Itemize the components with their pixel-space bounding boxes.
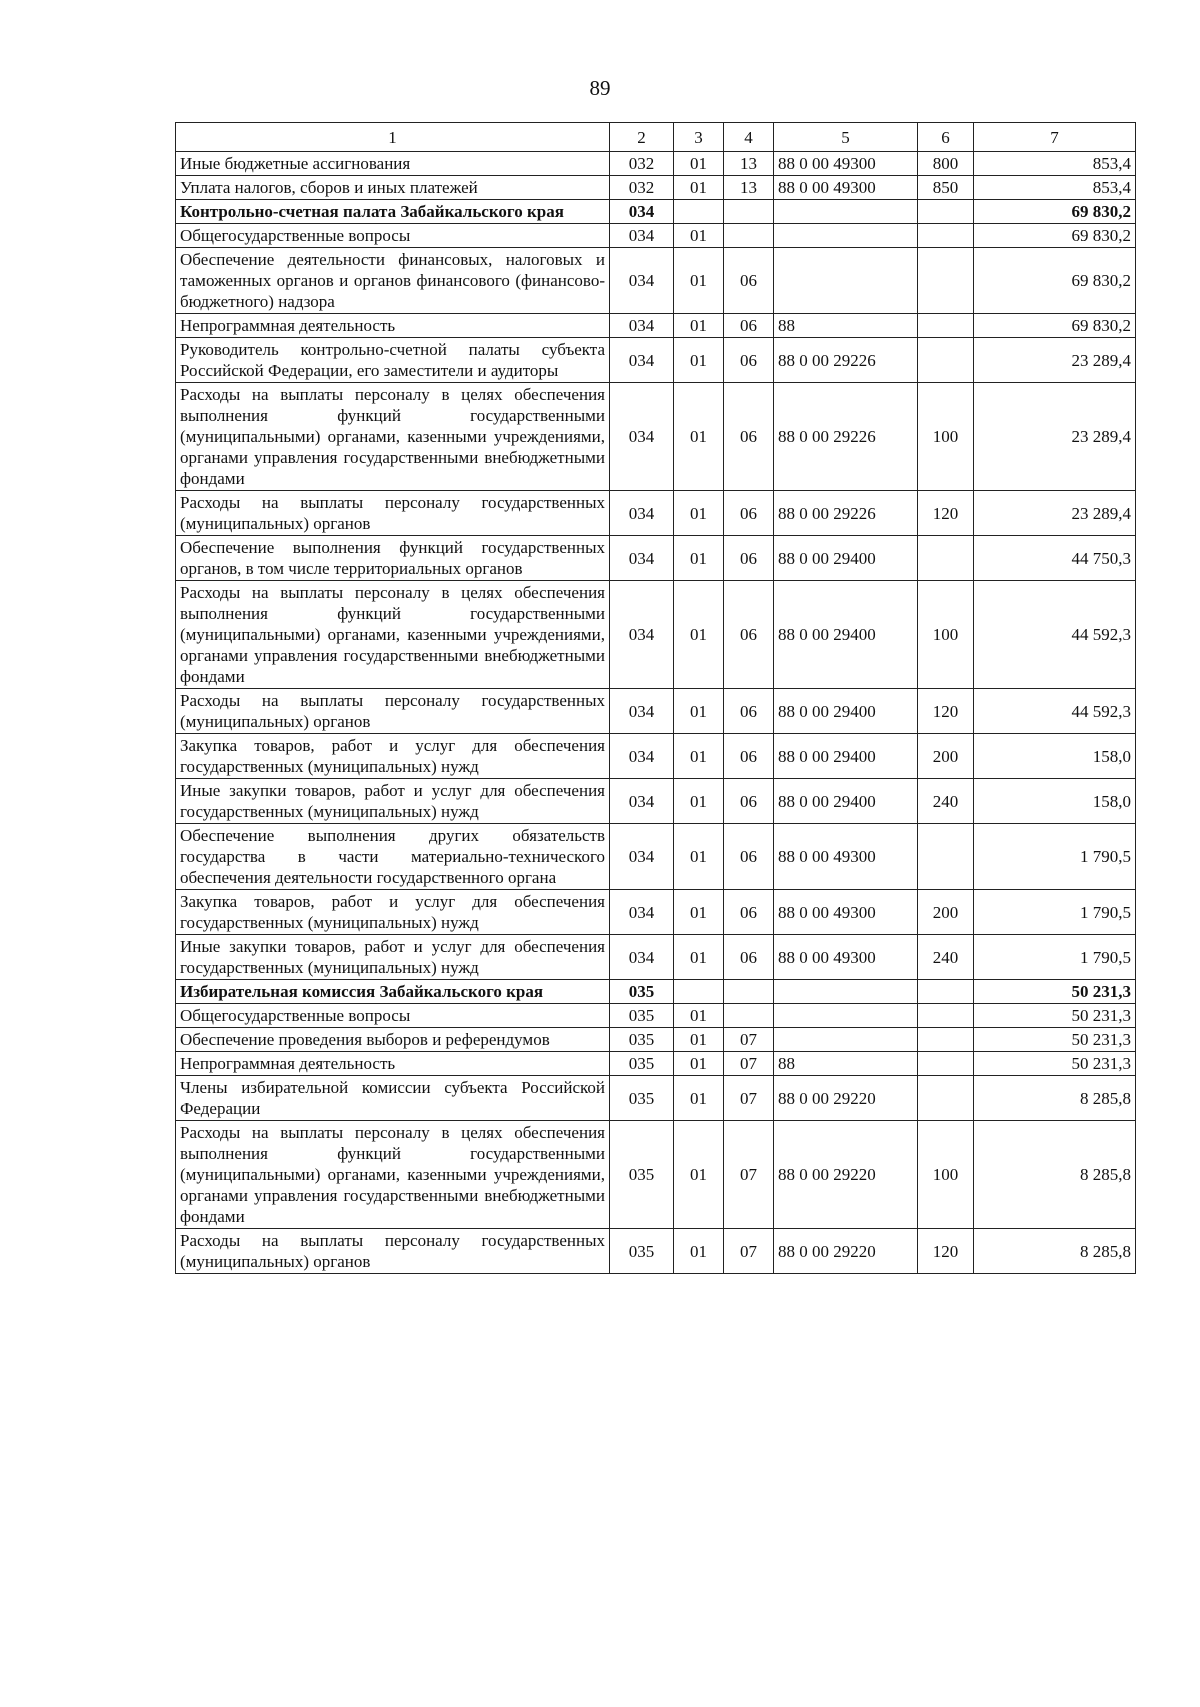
row-target-article-cell: 88 0 00 29220 (774, 1121, 918, 1229)
row-subsection-cell: 06 (724, 935, 774, 980)
row-ministry-code-cell: 034 (610, 383, 674, 491)
row-section-cell: 01 (674, 176, 724, 200)
row-target-article-cell: 88 0 00 29220 (774, 1076, 918, 1121)
row-subsection-cell: 06 (724, 890, 774, 935)
header-col-5: 5 (774, 123, 918, 152)
row-amount-cell: 50 231,3 (974, 980, 1136, 1004)
table-row (176, 338, 1136, 383)
row-amount-cell: 44 592,3 (974, 689, 1136, 734)
row-name-cell: Расходы на выплаты персоналу в целях обеспечения выполнения функций государственными (муниципальными) органами, казенными учреждениями, органами управления государственными внебюджетными фондами (176, 581, 610, 689)
table-row (176, 200, 1136, 224)
table-row (176, 383, 1136, 491)
page-number: 89 (589, 76, 611, 100)
row-amount-cell: 158,0 (974, 734, 1136, 779)
header-col-2: 2 (610, 123, 674, 152)
budget-table (175, 122, 1136, 1274)
row-section-cell: 01 (674, 824, 724, 890)
row-section-cell: 01 (674, 734, 724, 779)
row-section-cell: 01 (674, 383, 724, 491)
row-ministry-code-cell: 035 (610, 1076, 674, 1121)
row-name-cell: Уплата налогов, сборов и иных платежей (176, 176, 610, 200)
row-name-cell: Руководитель контрольно-счетной палаты субъекта Российской Федерации, его заместители и аудиторы (176, 338, 610, 383)
row-subsection-cell: 06 (724, 338, 774, 383)
row-expense-type-cell (918, 1004, 974, 1028)
row-ministry-code-cell: 034 (610, 581, 674, 689)
row-target-article-cell (774, 200, 918, 224)
row-amount-cell: 50 231,3 (974, 1052, 1136, 1076)
row-section-cell (674, 200, 724, 224)
row-section-cell: 01 (674, 491, 724, 536)
row-amount-cell: 8 285,8 (974, 1229, 1136, 1274)
table-row (176, 779, 1136, 824)
row-expense-type-cell: 800 (918, 152, 974, 176)
row-amount-cell: 23 289,4 (974, 338, 1136, 383)
row-amount-cell: 69 830,2 (974, 224, 1136, 248)
row-subsection-cell: 07 (724, 1052, 774, 1076)
row-ministry-code-cell: 034 (610, 824, 674, 890)
row-target-article-cell: 88 0 00 29400 (774, 581, 918, 689)
row-amount-cell: 158,0 (974, 779, 1136, 824)
row-expense-type-cell: 120 (918, 689, 974, 734)
table-row (176, 1028, 1136, 1052)
row-subsection-cell: 06 (724, 383, 774, 491)
row-subsection-cell: 06 (724, 536, 774, 581)
row-subsection-cell: 07 (724, 1121, 774, 1229)
row-expense-type-cell: 200 (918, 734, 974, 779)
row-name-cell: Обеспечение выполнения функций государственных органов, в том числе территориальных органов (176, 536, 610, 581)
row-target-article-cell: 88 (774, 314, 918, 338)
row-expense-type-cell: 100 (918, 1121, 974, 1229)
row-expense-type-cell: 240 (918, 935, 974, 980)
row-ministry-code-cell: 034 (610, 224, 674, 248)
table-row (176, 1004, 1136, 1028)
row-target-article-cell (774, 1028, 918, 1052)
row-expense-type-cell: 100 (918, 581, 974, 689)
row-target-article-cell: 88 0 00 29400 (774, 734, 918, 779)
row-subsection-cell: 07 (724, 1028, 774, 1052)
row-expense-type-cell (918, 338, 974, 383)
row-expense-type-cell (918, 1076, 974, 1121)
row-subsection-cell: 06 (724, 779, 774, 824)
row-expense-type-cell: 120 (918, 1229, 974, 1274)
row-ministry-code-cell: 032 (610, 176, 674, 200)
row-target-article-cell: 88 0 00 29400 (774, 536, 918, 581)
table-row (176, 980, 1136, 1004)
row-section-cell: 01 (674, 1229, 724, 1274)
table-row (176, 536, 1136, 581)
table-row (176, 224, 1136, 248)
row-ministry-code-cell: 034 (610, 935, 674, 980)
row-section-cell: 01 (674, 338, 724, 383)
row-name-cell: Иные закупки товаров, работ и услуг для обеспечения государственных (муниципальных) нужд (176, 935, 610, 980)
row-target-article-cell: 88 0 00 29400 (774, 779, 918, 824)
row-name-cell: Общегосударственные вопросы (176, 1004, 610, 1028)
row-name-cell: Иные закупки товаров, работ и услуг для обеспечения государственных (муниципальных) нужд (176, 779, 610, 824)
row-subsection-cell (724, 224, 774, 248)
row-name-cell: Общегосударственные вопросы (176, 224, 610, 248)
row-ministry-code-cell: 035 (610, 1052, 674, 1076)
row-target-article-cell (774, 224, 918, 248)
row-target-article-cell: 88 0 00 29220 (774, 1229, 918, 1274)
header-col-7: 7 (974, 123, 1136, 152)
row-section-cell: 01 (674, 536, 724, 581)
row-amount-cell: 69 830,2 (974, 314, 1136, 338)
row-name-cell: Избирательная комиссия Забайкальского края (176, 980, 610, 1004)
row-subsection-cell (724, 200, 774, 224)
row-amount-cell: 23 289,4 (974, 383, 1136, 491)
table-row (176, 935, 1136, 980)
row-target-article-cell: 88 0 00 29226 (774, 383, 918, 491)
row-section-cell: 01 (674, 1076, 724, 1121)
row-name-cell: Расходы на выплаты персоналу государственных (муниципальных) органов (176, 689, 610, 734)
row-expense-type-cell: 120 (918, 491, 974, 536)
row-name-cell: Расходы на выплаты персоналу государственных (муниципальных) органов (176, 1229, 610, 1274)
row-target-article-cell (774, 248, 918, 314)
row-subsection-cell: 06 (724, 824, 774, 890)
row-ministry-code-cell: 035 (610, 1004, 674, 1028)
table-row (176, 1229, 1136, 1274)
row-name-cell: Контрольно-счетная палата Забайкальского края (176, 200, 610, 224)
row-amount-cell: 8 285,8 (974, 1121, 1136, 1229)
row-ministry-code-cell: 034 (610, 689, 674, 734)
row-target-article-cell: 88 0 00 49300 (774, 152, 918, 176)
row-section-cell: 01 (674, 935, 724, 980)
row-ministry-code-cell: 034 (610, 536, 674, 581)
row-ministry-code-cell: 034 (610, 314, 674, 338)
row-amount-cell: 23 289,4 (974, 491, 1136, 536)
header-col-3: 3 (674, 123, 724, 152)
row-subsection-cell: 07 (724, 1229, 774, 1274)
row-section-cell: 01 (674, 581, 724, 689)
row-section-cell: 01 (674, 224, 724, 248)
row-target-article-cell: 88 (774, 1052, 918, 1076)
table-row (176, 314, 1136, 338)
row-target-article-cell (774, 980, 918, 1004)
row-subsection-cell: 06 (724, 581, 774, 689)
row-expense-type-cell (918, 980, 974, 1004)
row-amount-cell: 1 790,5 (974, 824, 1136, 890)
header-col-4: 4 (724, 123, 774, 152)
row-name-cell: Расходы на выплаты персоналу государственных (муниципальных) органов (176, 491, 610, 536)
row-amount-cell: 8 285,8 (974, 1076, 1136, 1121)
row-expense-type-cell (918, 536, 974, 581)
row-amount-cell: 50 231,3 (974, 1004, 1136, 1028)
row-section-cell: 01 (674, 314, 724, 338)
row-name-cell: Закупка товаров, работ и услуг для обеспечения государственных (муниципальных) нужд (176, 734, 610, 779)
table-row (176, 491, 1136, 536)
header-col-6: 6 (918, 123, 974, 152)
row-name-cell: Расходы на выплаты персоналу в целях обеспечения выполнения функций государственными (муниципальными) органами, казенными учреждениями, органами управления государственными внебюджетными фондами (176, 1121, 610, 1229)
table-row (176, 152, 1136, 176)
row-expense-type-cell: 100 (918, 383, 974, 491)
table-header-row (176, 123, 1136, 152)
row-section-cell: 01 (674, 248, 724, 314)
row-subsection-cell: 13 (724, 152, 774, 176)
row-amount-cell: 69 830,2 (974, 200, 1136, 224)
row-section-cell: 01 (674, 152, 724, 176)
table-row (176, 581, 1136, 689)
table-row (176, 1076, 1136, 1121)
row-target-article-cell: 88 0 00 29226 (774, 491, 918, 536)
row-target-article-cell (774, 1004, 918, 1028)
row-target-article-cell: 88 0 00 49300 (774, 176, 918, 200)
row-target-article-cell: 88 0 00 49300 (774, 824, 918, 890)
row-subsection-cell: 06 (724, 248, 774, 314)
row-name-cell: Обеспечение проведения выборов и референдумов (176, 1028, 610, 1052)
row-subsection-cell: 07 (724, 1076, 774, 1121)
row-subsection-cell: 06 (724, 734, 774, 779)
row-subsection-cell: 06 (724, 491, 774, 536)
row-ministry-code-cell: 034 (610, 248, 674, 314)
row-ministry-code-cell: 034 (610, 338, 674, 383)
table-row (176, 176, 1136, 200)
row-amount-cell: 69 830,2 (974, 248, 1136, 314)
row-amount-cell: 853,4 (974, 176, 1136, 200)
row-name-cell: Расходы на выплаты персоналу в целях обеспечения выполнения функций государственными (муниципальными) органами, казенными учреждениями, органами управления государственными внебюджетными фондами (176, 383, 610, 491)
row-name-cell: Закупка товаров, работ и услуг для обеспечения государственных (муниципальных) нужд (176, 890, 610, 935)
row-name-cell: Обеспечение выполнения других обязательств государства в части материально-технического обеспечения деятельности государственного органа (176, 824, 610, 890)
row-expense-type-cell (918, 248, 974, 314)
row-amount-cell: 44 750,3 (974, 536, 1136, 581)
row-expense-type-cell: 850 (918, 176, 974, 200)
row-name-cell: Обеспечение деятельности финансовых, налоговых и таможенных органов и органов финансового (финансово-бюджетного) надзора (176, 248, 610, 314)
row-section-cell: 01 (674, 1052, 724, 1076)
row-name-cell: Непрограммная деятельность (176, 1052, 610, 1076)
table-row (176, 1052, 1136, 1076)
row-target-article-cell: 88 0 00 29400 (774, 689, 918, 734)
table-row (176, 248, 1136, 314)
row-amount-cell: 50 231,3 (974, 1028, 1136, 1052)
row-expense-type-cell (918, 1052, 974, 1076)
row-target-article-cell: 88 0 00 29226 (774, 338, 918, 383)
row-ministry-code-cell: 034 (610, 779, 674, 824)
row-expense-type-cell (918, 824, 974, 890)
row-subsection-cell: 13 (724, 176, 774, 200)
row-subsection-cell: 06 (724, 689, 774, 734)
table-row (176, 689, 1136, 734)
row-ministry-code-cell: 032 (610, 152, 674, 176)
row-expense-type-cell: 200 (918, 890, 974, 935)
row-subsection-cell: 06 (724, 314, 774, 338)
row-section-cell (674, 980, 724, 1004)
row-section-cell: 01 (674, 689, 724, 734)
row-ministry-code-cell: 034 (610, 200, 674, 224)
row-ministry-code-cell: 035 (610, 1028, 674, 1052)
table-row (176, 890, 1136, 935)
row-ministry-code-cell: 034 (610, 734, 674, 779)
row-ministry-code-cell: 035 (610, 980, 674, 1004)
row-section-cell: 01 (674, 779, 724, 824)
row-expense-type-cell (918, 1028, 974, 1052)
table-body (176, 152, 1136, 1274)
row-amount-cell: 853,4 (974, 152, 1136, 176)
row-ministry-code-cell: 034 (610, 890, 674, 935)
row-name-cell: Иные бюджетные ассигнования (176, 152, 610, 176)
row-target-article-cell: 88 0 00 49300 (774, 890, 918, 935)
row-ministry-code-cell: 035 (610, 1121, 674, 1229)
row-section-cell: 01 (674, 890, 724, 935)
row-ministry-code-cell: 035 (610, 1229, 674, 1274)
row-section-cell: 01 (674, 1121, 724, 1229)
row-ministry-code-cell: 034 (610, 491, 674, 536)
row-section-cell: 01 (674, 1028, 724, 1052)
row-section-cell: 01 (674, 1004, 724, 1028)
row-amount-cell: 1 790,5 (974, 935, 1136, 980)
table-row (176, 734, 1136, 779)
row-name-cell: Члены избирательной комиссии субъекта Российской Федерации (176, 1076, 610, 1121)
row-expense-type-cell: 240 (918, 779, 974, 824)
row-expense-type-cell (918, 200, 974, 224)
row-name-cell: Непрограммная деятельность (176, 314, 610, 338)
row-amount-cell: 1 790,5 (974, 890, 1136, 935)
row-subsection-cell (724, 1004, 774, 1028)
row-amount-cell: 44 592,3 (974, 581, 1136, 689)
table-row (176, 1121, 1136, 1229)
row-subsection-cell (724, 980, 774, 1004)
row-expense-type-cell (918, 314, 974, 338)
row-target-article-cell: 88 0 00 49300 (774, 935, 918, 980)
header-col-1: 1 (176, 123, 610, 152)
table-row (176, 824, 1136, 890)
row-expense-type-cell (918, 224, 974, 248)
